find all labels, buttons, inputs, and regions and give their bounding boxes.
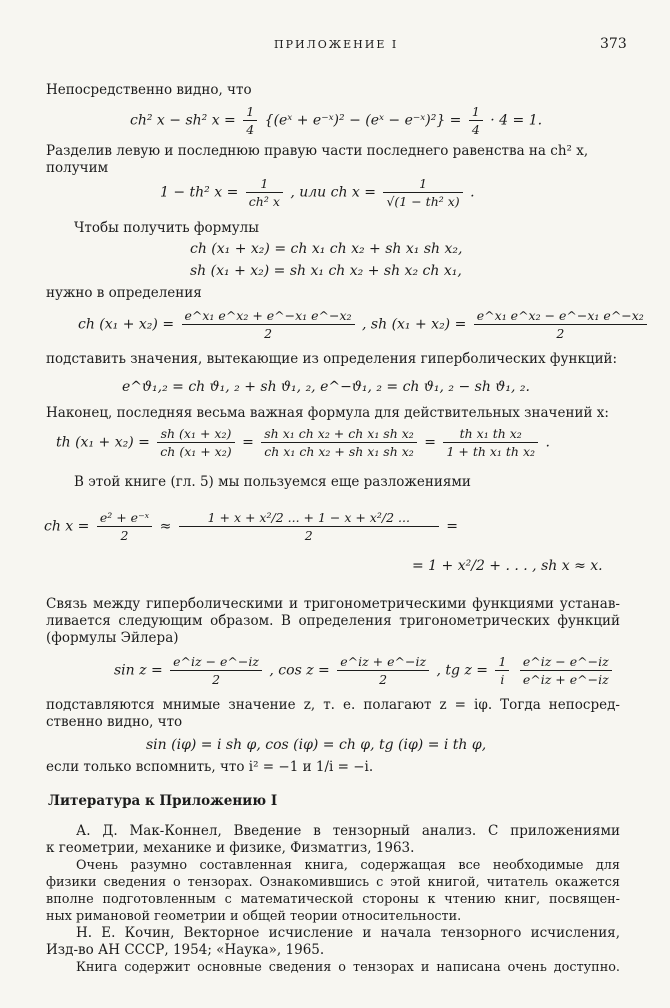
paragraph-10: если только вспомнить, что i² = −1 и 1/i = −i.: [46, 759, 374, 775]
equation-2: [160, 176, 475, 209]
paragraph-7: В этой книге (гл. 5) мы пользуемся еще разложениями: [74, 474, 471, 490]
paragraph-4: нужно в определения: [46, 285, 202, 301]
eq6-end: .: [545, 434, 550, 451]
reference-1-comment-2: физики сведения о тензорах. Ознакомившись с этой книгой, читатель окажется: [46, 875, 620, 890]
reference-1-comment-1: Очень разумно составленная книга, содержащая все необходимые для: [76, 858, 620, 873]
paragraph-3: Чтобы получить формулы: [74, 220, 259, 236]
page-number: 373: [600, 36, 627, 52]
eq1-fraction-2: $\frac{1}{4}$: [469, 104, 483, 137]
paragraph-5: подставить значения, вытекающие из определения гиперболических функций:: [46, 351, 618, 367]
eq8-cos-fraction: $\frac{e\^{}iz + e\^{}-iz}{2}$: [337, 654, 429, 687]
paragraph-6: Наконец, последняя весьма важная формула для действительных значений x:: [46, 405, 609, 421]
equation-3b: sh (x₁ + x₂) = sh x₁ ch x₂ + sh x₂ ch x₁,: [190, 263, 462, 279]
eq7-lhs: ch x =: [44, 518, 90, 535]
reference-1-comment-4: ных римановой геометрии и общей теории относительности.: [46, 909, 462, 924]
equation-8: [114, 654, 615, 687]
eq8-sin: sin z =: [114, 662, 163, 679]
equation-1: [130, 104, 542, 137]
eq8-tg-fraction-2: $\frac{e\^{}iz - e\^{}-iz}{e\^{}iz + e\^{}-iz}$: [520, 654, 612, 687]
equation-6: th (x₁ + x₂) = $\frac{\text{sh (x₁ + x₂)}}{\text{ch (x₁ + x₂)}}$ = $\frac{\text{sh x₁ ch x₂ + ch x₁ sh x₂}}{\text{ch x₁ ch x₂ + sh x₁ sh x₂}}$ = $\frac{\text{th x₁ th x₂}}{\text{1 + th x₁ th x₂}}$ .: [56, 426, 550, 459]
paragraph-9-line-1: подставляются мнимые значение z, т. е. полагают z = iφ. Тогда непосред-: [46, 697, 620, 713]
eq1-end: · 4 = 1.: [490, 112, 543, 129]
eq7-fraction-2: $\frac{\text{1 + x + x²/2 ... + 1 − x + x²/2 ...}}{2}$: [179, 510, 439, 543]
equation-9: sin (iφ) = i sh φ, cos (iφ) = ch φ, tg (iφ) = i th φ,: [146, 737, 487, 753]
eq2-lhs: 1 − th² x =: [160, 184, 239, 201]
paragraph-2-line-2: получим: [46, 160, 109, 176]
eq4-middle: , sh (x₁ + x₂) =: [362, 316, 467, 333]
eq1-lhs: ch² x − sh² x =: [130, 112, 236, 129]
eq2-end: .: [470, 184, 475, 201]
equation-5: e^ϑ₁,₂ = ch ϑ₁, ₂ + sh ϑ₁, ₂, e^−ϑ₁, ₂ = ch ϑ₁, ₂ − sh ϑ₁, ₂.: [122, 379, 530, 395]
equation-3a: ch (x₁ + x₂) = ch x₁ ch x₂ + sh x₁ sh x₂,: [190, 241, 463, 257]
eq1-fraction: $\frac{1}{4}$: [243, 104, 257, 137]
reference-1-comment-3: вполне подготовленным с математической стороны к чтению книг, посвящен-: [46, 892, 620, 907]
reference-2-line-1: Н. Е. Кочин, Векторное исчисление и начала тензорного исчисления,: [76, 925, 620, 941]
eq1-middle: {(eˣ + e⁻ˣ)² − (eˣ − e⁻ˣ)²} =: [264, 112, 462, 129]
eq2-or: , или ch x =: [290, 184, 377, 201]
paragraph-8-line-1: Связь между гиперболическими и тригонометрическими функциями устанав-: [46, 596, 620, 612]
equation-7-line-2: = 1 + x²/2 + . . . , sh x ≈ x.: [412, 558, 603, 574]
paragraph-8-line-3: (формулы Эйлера): [46, 630, 179, 646]
eq7-fraction-1: $\frac{\text{e² + e⁻ˣ}}{2}$: [97, 510, 152, 543]
paragraph-2-line-1: Разделив левую и последнюю правую части последнего равенства на ch² x,: [46, 143, 589, 159]
eq2-fraction-2: $\frac{1}{\text{√(1 − th² x)}}$: [383, 176, 462, 209]
running-header: ПРИЛОЖЕНИЕ I: [274, 38, 399, 51]
eq6-fraction-1: $\frac{\text{sh (x₁ + x₂)}}{\text{ch (x₁ + x₂)}}$: [157, 426, 234, 459]
equation-7: [44, 510, 458, 543]
paragraph-8-line-2: ливается следующим образом. В определения тригонометрических функций: [46, 613, 620, 629]
reference-1-line-2: к геометрии, механике и физике, Физматгиз, 1963.: [46, 840, 415, 856]
reference-2-comment: Книга содержит основные сведения о тензорах и написана очень доступно.: [76, 960, 620, 975]
reference-2-line-2: Изд-во АН СССР, 1954; «Наука», 1965.: [46, 942, 325, 958]
eq8-tg: , tg z =: [436, 662, 488, 679]
eq8-tg-fraction-1: $\frac{1}{i}$: [495, 654, 509, 687]
literature-heading: Литература к Приложению I: [48, 793, 278, 809]
eq7-approx: ≈: [159, 518, 172, 535]
eq6-fraction-3: $\frac{\text{th x₁ th x₂}}{\text{1 + th x₁ th x₂}}$: [443, 426, 538, 459]
paragraph-9-line-2: ственно видно, что: [46, 714, 183, 730]
reference-1-line-1: А. Д. Мак-Коннел, Введение в тензорный анализ. С приложениями: [76, 823, 620, 839]
paragraph-1: Непосредственно видно, что: [46, 82, 252, 98]
eq4-fraction-1: $\frac{\text{e\textasciicircum{}x₁ e\textasciicircum{}x₂ + e\textasciicircum{}−x₁ e\textasciicircum{}−x₂}}{2}$: [182, 308, 355, 341]
eq6-fraction-2: $\frac{\text{sh x₁ ch x₂ + ch x₁ sh x₂}}{\text{ch x₁ ch x₂ + sh x₁ sh x₂}}$: [261, 426, 417, 459]
eq2-fraction: $\frac{1}{\text{ch² x}}$: [246, 176, 283, 209]
eq8-sin-fraction: $\frac{e\^{}iz - e\^{}-iz}{2}$: [170, 654, 262, 687]
eq6-lhs: th (x₁ + x₂) =: [56, 434, 150, 451]
equation-4: [78, 308, 650, 341]
eq7-equals: =: [446, 518, 458, 535]
eq4-lhs-1: ch (x₁ + x₂) =: [78, 316, 175, 333]
eq4-fraction-2: $\frac{\text{e\textasciicircum{}x₁ e\textasciicircum{}x₂ − e\textasciicircum{}−x₁ e\textasciicircum{}−x₂}}{2}$: [474, 308, 647, 341]
eq8-cos: , cos z =: [269, 662, 330, 679]
